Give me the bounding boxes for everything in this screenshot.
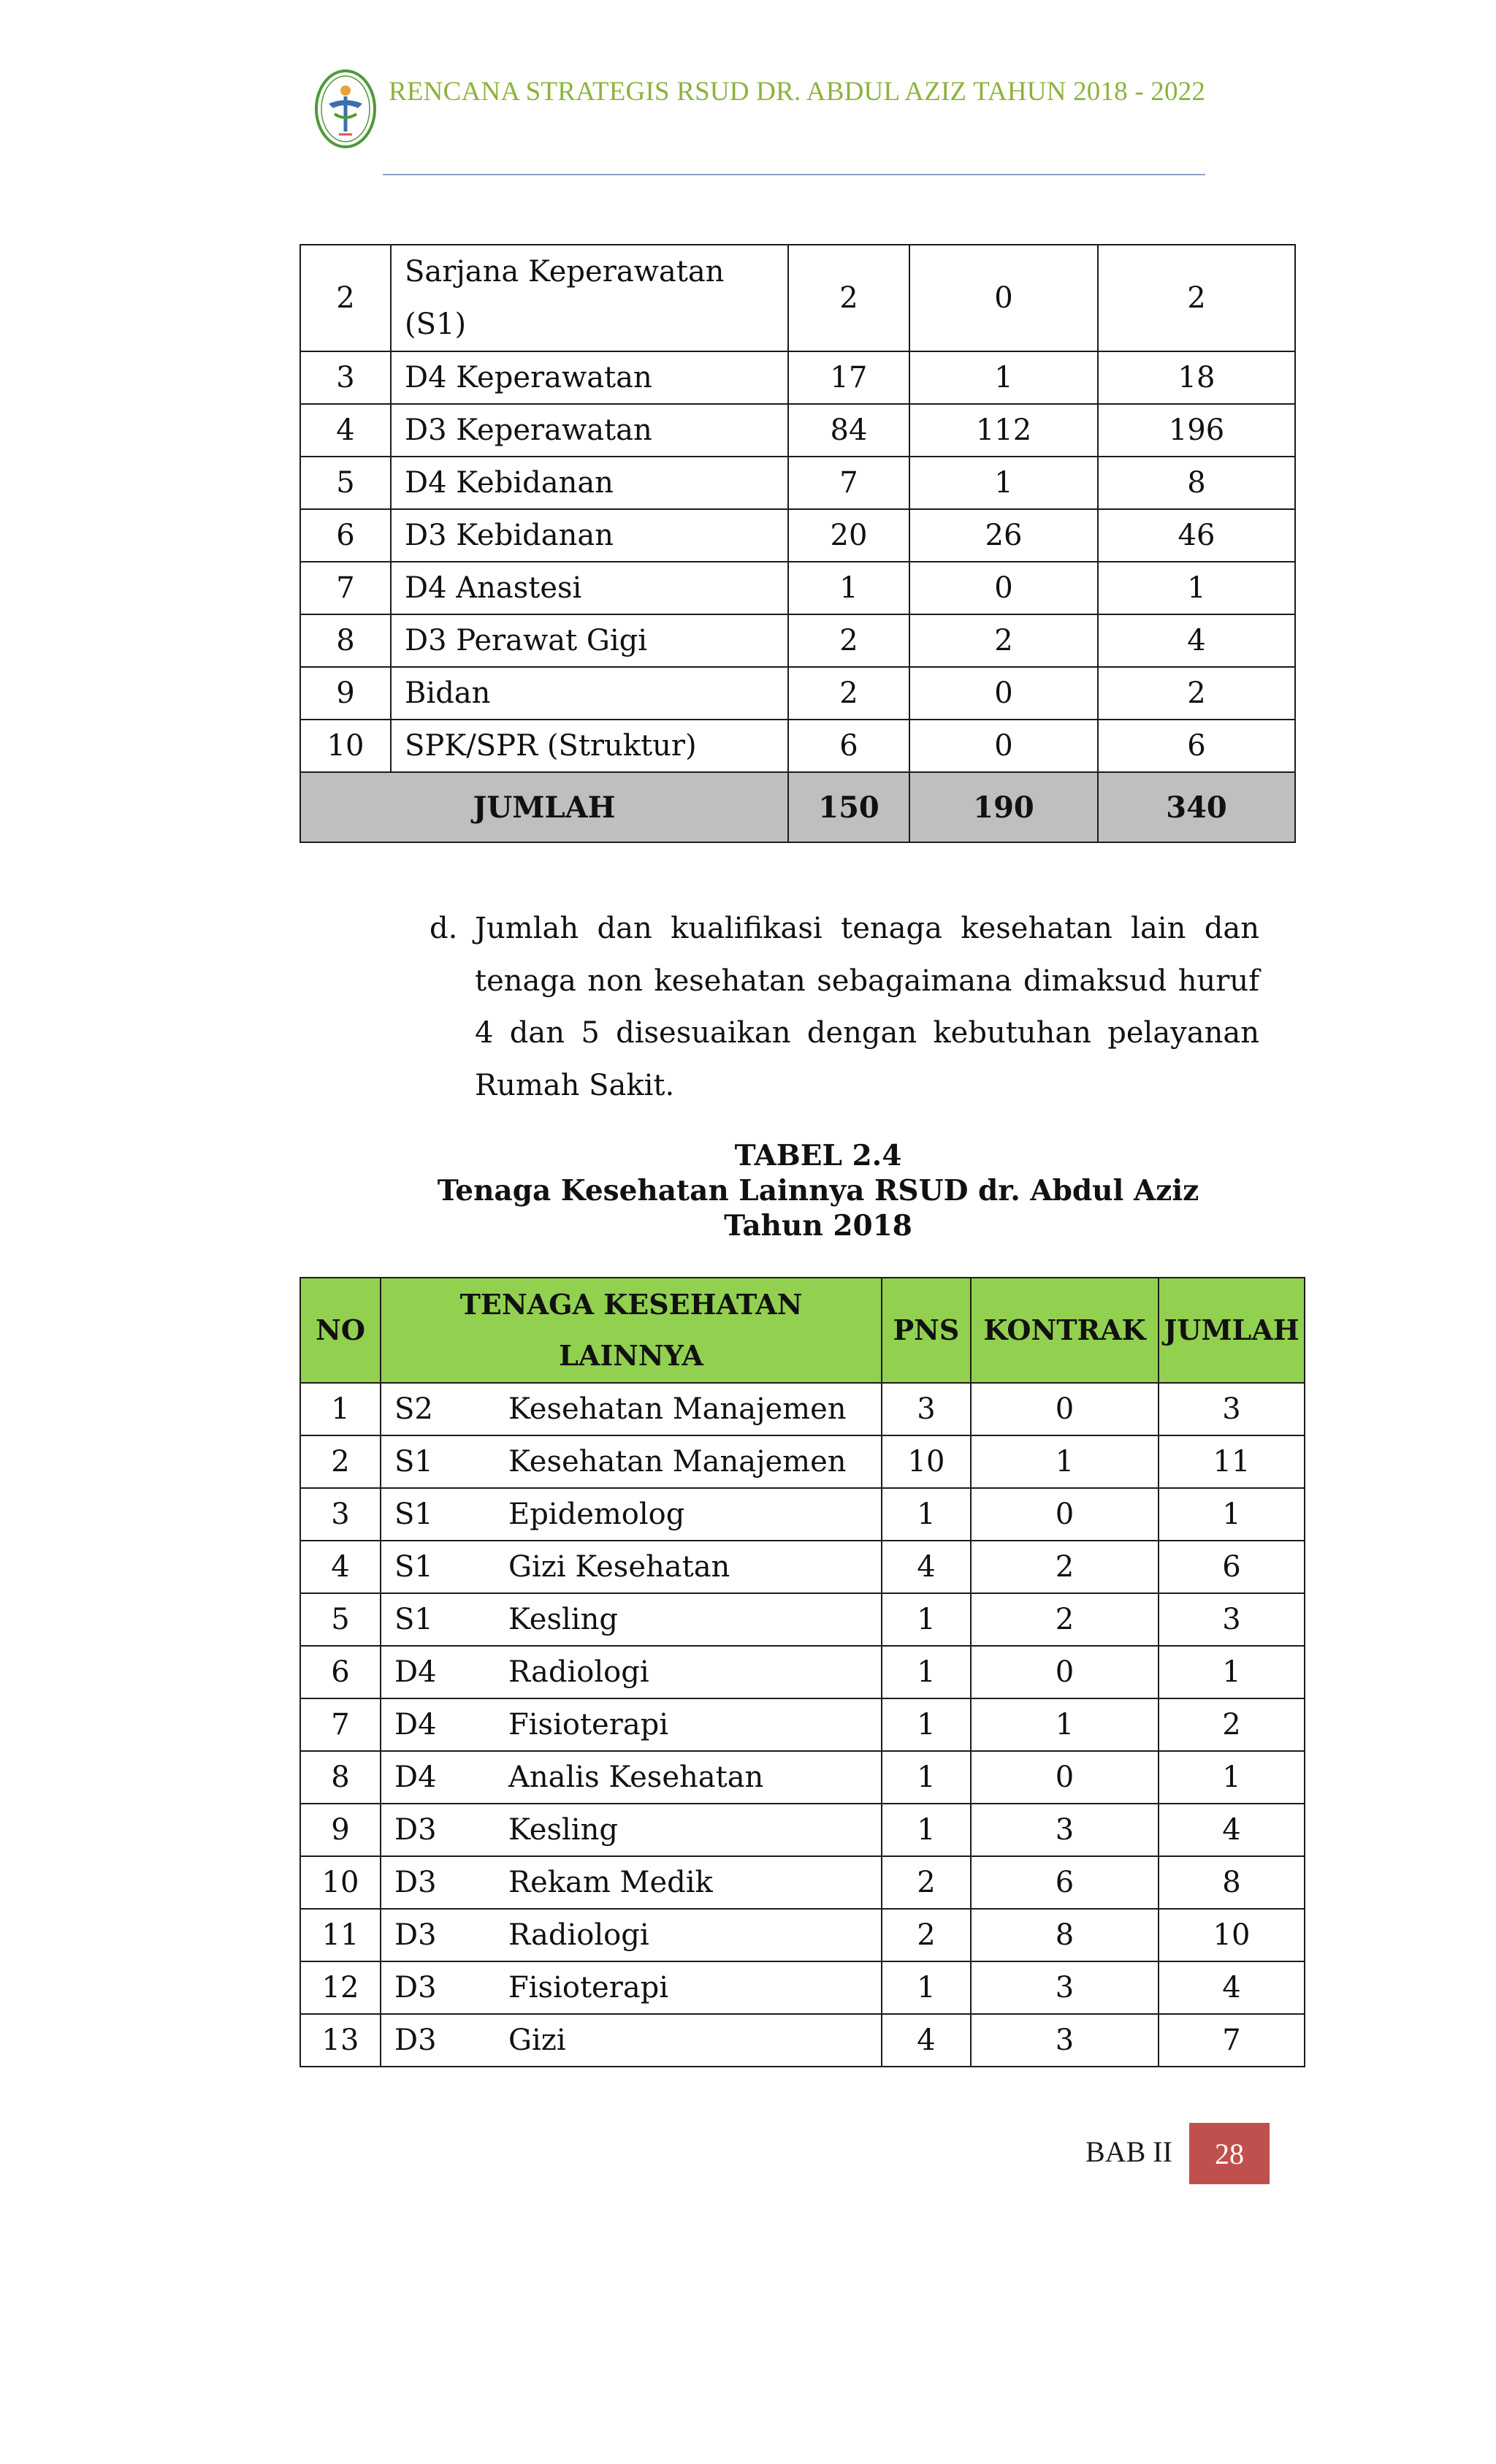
row-jumlah: 8 <box>1098 457 1295 509</box>
total-row <box>300 772 1295 842</box>
row-no: 10 <box>300 1856 381 1909</box>
table-row <box>300 245 1295 351</box>
row-jumlah: 3 <box>1159 1383 1305 1435</box>
row-name: Rekam Medik <box>508 1866 713 1899</box>
paragraph-text: Jumlah dan kualifikasi tenaga kesehatan lain dan tenaga non kesehatan sebagaimana dimaksud huruf 4 dan 5 disesuaikan dengan kebutuhan pelayanan Rumah Sakit. <box>475 912 1259 1102</box>
row-kontrak: 1 <box>909 457 1098 509</box>
row-no: 1 <box>300 1383 381 1435</box>
row-name: Bidan <box>391 667 788 720</box>
row-level: D4 <box>394 1655 437 1689</box>
row-jumlah: 4 <box>1159 1804 1305 1856</box>
total-jumlah: 340 <box>1098 772 1295 842</box>
row-pns: 6 <box>788 720 909 772</box>
row-name: Gizi Kesehatan <box>508 1550 730 1584</box>
row-kontrak: 0 <box>971 1383 1159 1435</box>
table-row <box>300 720 1295 772</box>
row-name: Sarjana Keperawatan (S1) <box>391 245 788 351</box>
row-tenaga <box>381 1909 882 1961</box>
other-health-staff-table <box>299 1277 1305 2067</box>
row-pns: 20 <box>788 509 909 562</box>
row-pns: 84 <box>788 404 909 457</box>
row-pns: 1 <box>882 1698 971 1751</box>
row-level: S1 <box>394 1550 433 1584</box>
header-divider <box>383 174 1205 175</box>
row-jumlah: 196 <box>1098 404 1295 457</box>
row-tenaga <box>381 1804 882 1856</box>
row-name: Epidemolog <box>508 1498 685 1531</box>
row-no: 4 <box>300 404 391 457</box>
row-no: 7 <box>300 562 391 614</box>
row-jumlah: 4 <box>1159 1961 1305 2014</box>
table-row <box>300 457 1295 509</box>
row-name: D3 Perawat Gigi <box>391 614 788 667</box>
row-no: 3 <box>300 351 391 404</box>
row-name: SPK/SPR (Struktur) <box>391 720 788 772</box>
row-tenaga <box>381 1383 882 1435</box>
row-level: S2 <box>394 1392 433 1426</box>
header-pns: PNS <box>882 1278 971 1383</box>
row-jumlah: 1 <box>1098 562 1295 614</box>
row-name: Analis Kesehatan <box>508 1761 764 1794</box>
row-tenaga <box>381 1856 882 1909</box>
row-level: D3 <box>394 1918 437 1952</box>
table-row <box>300 404 1295 457</box>
row-kontrak: 6 <box>971 1856 1159 1909</box>
row-jumlah: 1 <box>1159 1488 1305 1541</box>
row-kontrak: 0 <box>909 667 1098 720</box>
caption-title: Tenaga Kesehatan Lainnya RSUD dr. Abdul Aziz <box>437 1174 1199 1208</box>
row-name: Radiologi <box>508 1655 649 1689</box>
row-pns: 4 <box>882 2014 971 2067</box>
row-jumlah: 6 <box>1098 720 1295 772</box>
row-pns: 1 <box>882 1646 971 1698</box>
row-kontrak: 1 <box>971 1435 1159 1488</box>
header-title: RENCANA STRATEGIS RSUD DR. ABDUL AZIZ TAHUN 2018 - 2022 <box>389 77 1206 107</box>
table-row <box>300 667 1295 720</box>
chapter-label: BAB II <box>1085 2135 1172 2168</box>
total-label: JUMLAH <box>300 772 788 842</box>
row-no: 12 <box>300 1961 381 2014</box>
row-kontrak: 3 <box>971 1961 1159 2014</box>
row-kontrak: 2 <box>971 1593 1159 1646</box>
table-row <box>300 509 1295 562</box>
row-name: Fisioterapi <box>508 1971 669 2005</box>
row-no: 2 <box>300 1435 381 1488</box>
row-name: D3 Keperawatan <box>391 404 788 457</box>
total-kontrak: 190 <box>909 772 1098 842</box>
table-row <box>300 1909 1305 1961</box>
row-no: 7 <box>300 1698 381 1751</box>
row-jumlah: 1 <box>1159 1646 1305 1698</box>
row-name: Kesehatan Manajemen <box>508 1445 847 1479</box>
row-pns: 2 <box>882 1856 971 1909</box>
row-jumlah: 18 <box>1098 351 1295 404</box>
row-level: D3 <box>394 1813 437 1847</box>
table-row <box>300 614 1295 667</box>
row-kontrak: 3 <box>971 2014 1159 2067</box>
row-name: D4 Anastesi <box>391 562 788 614</box>
row-pns: 1 <box>788 562 909 614</box>
row-pns: 1 <box>882 1961 971 2014</box>
table-row <box>300 1804 1305 1856</box>
row-no: 9 <box>300 1804 381 1856</box>
table-row <box>300 2014 1305 2067</box>
row-pns: 2 <box>788 614 909 667</box>
row-no: 2 <box>300 245 391 351</box>
row-jumlah: 8 <box>1159 1856 1305 1909</box>
row-pns: 7 <box>788 457 909 509</box>
row-pns: 17 <box>788 351 909 404</box>
caption-number: TABEL 2.4 <box>734 1139 902 1172</box>
row-kontrak: 0 <box>971 1646 1159 1698</box>
table-row <box>300 1541 1305 1593</box>
row-name: Kesling <box>508 1813 618 1847</box>
table-row <box>300 562 1295 614</box>
row-pns: 3 <box>882 1383 971 1435</box>
header-tenaga: TENAGA KESEHATAN LAINNYA <box>381 1278 882 1383</box>
row-kontrak: 26 <box>909 509 1098 562</box>
row-level: D3 <box>394 2024 437 2057</box>
table-row <box>300 1435 1305 1488</box>
table-row <box>300 1698 1305 1751</box>
table-row <box>300 1751 1305 1804</box>
row-no: 6 <box>300 1646 381 1698</box>
row-tenaga <box>381 1698 882 1751</box>
header-jumlah: JUMLAH <box>1159 1278 1305 1383</box>
row-name: Gizi <box>508 2024 566 2057</box>
page-header <box>0 0 1496 190</box>
row-pns: 1 <box>882 1751 971 1804</box>
table-row <box>300 1488 1305 1541</box>
row-kontrak: 0 <box>971 1488 1159 1541</box>
row-name: D3 Kebidanan <box>391 509 788 562</box>
row-jumlah: 3 <box>1159 1593 1305 1646</box>
row-tenaga <box>381 1593 882 1646</box>
header-no: NO <box>300 1278 381 1383</box>
row-tenaga <box>381 1541 882 1593</box>
health-staff-table-continued <box>299 244 1296 843</box>
table-row <box>300 1646 1305 1698</box>
row-pns: 2 <box>788 245 909 351</box>
total-pns: 150 <box>788 772 909 842</box>
list-marker: d. <box>430 912 458 945</box>
row-no: 5 <box>300 1593 381 1646</box>
row-level: S1 <box>394 1498 433 1531</box>
row-jumlah: 10 <box>1159 1909 1305 1961</box>
row-kontrak: 0 <box>909 720 1098 772</box>
row-kontrak: 112 <box>909 404 1098 457</box>
row-tenaga <box>381 2014 882 2067</box>
row-tenaga <box>381 1646 882 1698</box>
row-level: S1 <box>394 1603 433 1636</box>
row-pns: 1 <box>882 1593 971 1646</box>
row-no: 6 <box>300 509 391 562</box>
page-number: 28 <box>1189 2123 1270 2184</box>
row-level: D3 <box>394 1866 437 1899</box>
row-name: Kesling <box>508 1603 618 1636</box>
row-jumlah: 2 <box>1098 245 1295 351</box>
row-name: Radiologi <box>508 1918 649 1952</box>
row-jumlah: 2 <box>1098 667 1295 720</box>
row-kontrak: 0 <box>971 1751 1159 1804</box>
row-kontrak: 2 <box>909 614 1098 667</box>
row-tenaga <box>381 1751 882 1804</box>
row-pns: 2 <box>788 667 909 720</box>
row-jumlah: 1 <box>1159 1751 1305 1804</box>
header-kontrak: KONTRAK <box>971 1278 1159 1383</box>
row-kontrak: 8 <box>971 1909 1159 1961</box>
table-row <box>300 1856 1305 1909</box>
caption-year: Tahun 2018 <box>724 1209 912 1243</box>
row-jumlah: 7 <box>1159 2014 1305 2067</box>
row-no: 8 <box>300 614 391 667</box>
row-name: D4 Keperawatan <box>391 351 788 404</box>
row-name: Kesehatan Manajemen <box>508 1392 847 1426</box>
row-kontrak: 1 <box>909 351 1098 404</box>
row-no: 9 <box>300 667 391 720</box>
row-pns: 4 <box>882 1541 971 1593</box>
row-level: D3 <box>394 1971 437 2005</box>
row-name: Fisioterapi <box>508 1708 669 1742</box>
row-name: D4 Kebidanan <box>391 457 788 509</box>
row-no: 3 <box>300 1488 381 1541</box>
row-jumlah: 4 <box>1098 614 1295 667</box>
table-row <box>300 1593 1305 1646</box>
row-jumlah: 2 <box>1159 1698 1305 1751</box>
row-pns: 1 <box>882 1804 971 1856</box>
row-no: 8 <box>300 1751 381 1804</box>
row-no: 4 <box>300 1541 381 1593</box>
row-level: S1 <box>394 1445 433 1479</box>
row-pns: 2 <box>882 1909 971 1961</box>
row-tenaga <box>381 1435 882 1488</box>
row-tenaga <box>381 1961 882 2014</box>
row-no: 5 <box>300 457 391 509</box>
table-header-row <box>300 1278 1305 1383</box>
paragraph-d <box>430 903 1259 1112</box>
row-no: 10 <box>300 720 391 772</box>
row-pns: 1 <box>882 1488 971 1541</box>
table-row <box>300 1383 1305 1435</box>
table-row <box>300 1961 1305 2014</box>
row-jumlah: 6 <box>1159 1541 1305 1593</box>
row-pns: 10 <box>882 1435 971 1488</box>
row-level: D4 <box>394 1761 437 1794</box>
row-jumlah: 11 <box>1159 1435 1305 1488</box>
row-kontrak: 0 <box>909 562 1098 614</box>
row-no: 13 <box>300 2014 381 2067</box>
table-row <box>300 351 1295 404</box>
row-kontrak: 2 <box>971 1541 1159 1593</box>
row-level: D4 <box>394 1708 437 1742</box>
row-jumlah: 46 <box>1098 509 1295 562</box>
hospital-logo-icon <box>313 67 378 151</box>
row-kontrak: 3 <box>971 1804 1159 1856</box>
row-kontrak: 1 <box>971 1698 1159 1751</box>
row-kontrak: 0 <box>909 245 1098 351</box>
row-tenaga <box>381 1488 882 1541</box>
row-no: 11 <box>300 1909 381 1961</box>
table-caption <box>299 1138 1337 1243</box>
